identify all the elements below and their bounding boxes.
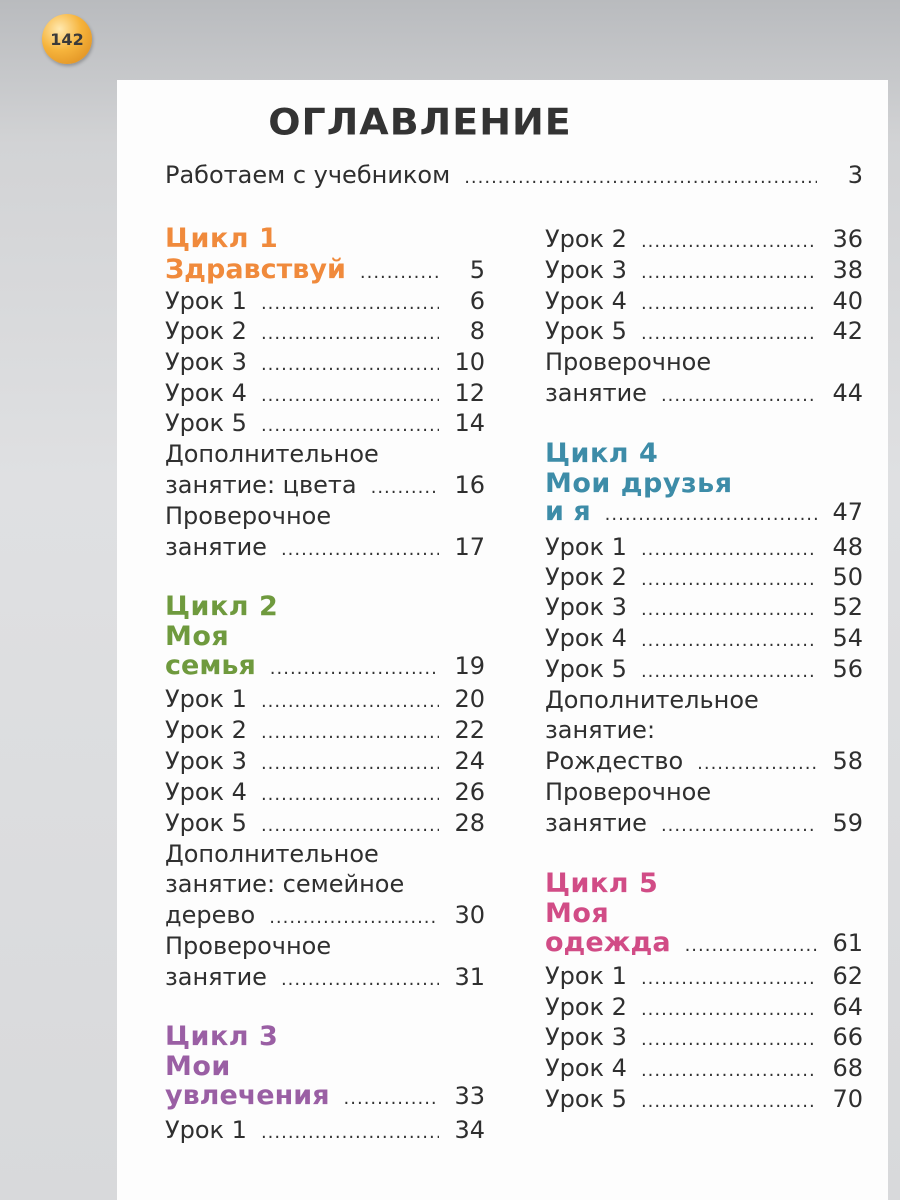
toc-page-number: 62 [832, 962, 863, 990]
dot-leader [641, 995, 817, 1025]
extra-lesson-label: Дополнительное [165, 840, 379, 868]
toc-entry-test[interactable] [545, 808, 863, 841]
extra-lesson-label: занятие: цвета [165, 471, 357, 499]
toc-page-number: 24 [454, 747, 485, 775]
toc-entry-lesson[interactable] [545, 992, 863, 1025]
lesson-label: Урок 4 [165, 379, 247, 407]
cycle-5-title: Моя [545, 898, 610, 929]
extra-lesson-label: занятие: семейное [165, 870, 405, 898]
dot-leader [697, 749, 817, 779]
cycle-5-title: одежда [545, 927, 671, 958]
extra-lesson-label: Дополнительное [545, 686, 759, 714]
toc-entry-cycle-1[interactable] [165, 255, 485, 288]
toc-entry-label: Работаем с учебником [165, 161, 451, 189]
toc-page-number: 54 [832, 624, 863, 652]
toc-page-number: 12 [454, 379, 485, 407]
test-lesson-label: занятие [545, 809, 647, 837]
page-number: 142 [50, 29, 84, 49]
lesson-label: Урок 4 [545, 624, 627, 652]
lesson-label: Урок 4 [165, 778, 247, 806]
dot-leader [261, 1118, 439, 1148]
lesson-label: Урок 5 [545, 1085, 627, 1113]
dot-leader [261, 319, 439, 349]
toc-entry-lesson[interactable] [165, 808, 485, 841]
toc-entry-test[interactable] [545, 378, 863, 411]
toc-page-number: 6 [469, 287, 485, 315]
dot-leader [641, 535, 817, 565]
toc-entry-lesson[interactable] [545, 1053, 863, 1086]
toc-page-number: 14 [454, 409, 485, 437]
toc-page-number: 10 [454, 348, 485, 376]
toc-page-number: 56 [832, 655, 863, 683]
toc-entry-lesson[interactable] [545, 316, 863, 349]
toc-entry-extra-lesson[interactable] [545, 746, 863, 779]
toc-page-number: 30 [454, 901, 485, 929]
lesson-label: Урок 2 [545, 225, 627, 253]
dot-leader [261, 718, 439, 748]
dot-leader [261, 289, 439, 319]
dot-leader [641, 258, 817, 288]
cycle-2-title: Моя [165, 621, 230, 652]
toc-page-number: 20 [454, 685, 485, 713]
lesson-label: Урок 2 [545, 993, 627, 1021]
dot-leader [685, 931, 817, 961]
lesson-label: Урок 2 [165, 716, 247, 744]
dot-leader [464, 163, 817, 193]
toc-entry-extra-lesson[interactable] [165, 900, 485, 933]
toc-entry-lesson[interactable] [545, 1084, 863, 1117]
toc-page-number: 22 [454, 716, 485, 744]
test-lesson-label: занятие [165, 963, 267, 991]
test-lesson-label: Проверочное [545, 778, 712, 806]
cycle-4-title: и я [545, 496, 591, 527]
dot-leader [344, 1084, 439, 1114]
toc-page-number: 59 [832, 809, 863, 837]
lesson-label: Урок 2 [165, 317, 247, 345]
test-lesson-label: Проверочное [165, 932, 332, 960]
toc-entry-lesson[interactable] [545, 961, 863, 994]
lesson-label: Урок 1 [165, 1116, 247, 1144]
toc-entry-test[interactable] [165, 532, 485, 565]
toc-entry-lesson[interactable] [165, 286, 485, 319]
dot-leader [641, 595, 817, 625]
lesson-label: Урок 3 [545, 256, 627, 284]
dot-leader [641, 1025, 817, 1055]
toc-entry-cycle-4[interactable] [545, 497, 863, 530]
toc-page-number: 61 [832, 929, 863, 957]
dot-leader [261, 749, 439, 779]
toc-page-number: 28 [454, 809, 485, 837]
test-lesson-label: Проверочное [545, 348, 712, 376]
dot-leader [641, 657, 817, 687]
toc-page-number: 26 [454, 778, 485, 806]
toc-page-number: 5 [469, 256, 485, 284]
cycle-4-heading: Цикл 4 [545, 438, 659, 469]
toc-page-number: 47 [832, 498, 863, 526]
dot-leader [281, 965, 439, 995]
dot-leader [261, 411, 439, 441]
cycle-1-heading: Цикл 1 [165, 223, 279, 254]
toc-page-number: 52 [832, 593, 863, 621]
toc-entry-lesson[interactable] [545, 623, 863, 656]
extra-lesson-label: занятие: [545, 716, 656, 744]
toc-entry-cycle-3[interactable] [165, 1081, 485, 1114]
lesson-label: Урок 5 [165, 409, 247, 437]
toc-page-number: 17 [454, 533, 485, 561]
toc-entry-lesson[interactable] [545, 1022, 863, 1055]
toc-page-number: 8 [469, 317, 485, 345]
lesson-label: Урок 5 [165, 809, 247, 837]
toc-page-number: 19 [454, 652, 485, 680]
toc-entry-lesson[interactable] [165, 715, 485, 748]
lesson-label: Урок 1 [545, 962, 627, 990]
cycle-3-title: увлечения [165, 1080, 330, 1111]
toc-entry-lesson[interactable] [165, 1115, 485, 1148]
cycle-2-title: семья [165, 650, 256, 681]
dot-leader [661, 381, 817, 411]
lesson-label: Урок 1 [545, 533, 627, 561]
toc-page-number: 33 [454, 1082, 485, 1110]
dot-leader [641, 626, 817, 656]
cycle-5-heading: Цикл 5 [545, 868, 659, 899]
toc-entry-cycle-2[interactable] [165, 651, 485, 684]
dot-leader [641, 565, 817, 595]
dot-leader [641, 964, 817, 994]
dot-leader [661, 811, 817, 841]
toc-entry-lesson[interactable] [545, 224, 863, 257]
cycle-3-heading: Цикл 3 [165, 1021, 279, 1052]
dot-leader [360, 258, 439, 288]
toc-entry-lesson[interactable] [165, 378, 485, 411]
dot-leader [641, 227, 817, 257]
dot-leader [261, 350, 439, 380]
toc-page-number: 38 [832, 256, 863, 284]
lesson-label: Урок 3 [165, 747, 247, 775]
dot-leader [641, 1056, 817, 1086]
cycle-3-title: Мои [165, 1051, 231, 1082]
toc-page-number: 48 [832, 533, 863, 561]
lesson-label: Урок 4 [545, 287, 627, 315]
lesson-label: Урок 2 [545, 563, 627, 591]
toc-entry-lesson[interactable] [165, 777, 485, 810]
toc-page-number: 34 [454, 1116, 485, 1144]
extra-lesson-label: дерево [165, 901, 256, 929]
test-lesson-label: занятие [165, 533, 267, 561]
lesson-label: Урок 1 [165, 685, 247, 713]
toc-entry-lesson[interactable] [545, 654, 863, 687]
lesson-label: Урок 3 [545, 593, 627, 621]
cycle-4-title: Мои друзья [545, 468, 733, 499]
dot-leader [605, 500, 817, 530]
page-title: ОГЛАВЛЕНИЕ [268, 101, 572, 143]
dot-leader [641, 319, 817, 349]
dot-leader [371, 473, 439, 503]
toc-entry-lesson[interactable] [165, 347, 485, 380]
dot-leader [261, 780, 439, 810]
toc-page-number: 16 [454, 471, 485, 499]
toc-entry-lesson[interactable] [545, 592, 863, 625]
page-number-badge [42, 14, 92, 64]
toc-page-number: 3 [847, 161, 863, 189]
toc-entry-lesson[interactable] [165, 684, 485, 717]
toc-entry-lesson[interactable] [165, 316, 485, 349]
toc-entry-test[interactable] [165, 962, 485, 995]
toc-page-number: 44 [832, 379, 863, 407]
toc-page-number: 66 [832, 1023, 863, 1051]
lesson-label: Урок 4 [545, 1054, 627, 1082]
extra-lesson-label: Рождество [545, 747, 684, 775]
toc-entry-cycle-5[interactable] [545, 928, 863, 961]
cycle-2-heading: Цикл 2 [165, 591, 279, 622]
toc-entry-extra-lesson[interactable] [165, 470, 485, 503]
toc-entry-lesson[interactable] [545, 562, 863, 595]
dot-leader [261, 811, 439, 841]
toc-page-number: 31 [454, 963, 485, 991]
toc-page-number: 36 [832, 225, 863, 253]
toc-entry-intro[interactable] [165, 160, 863, 193]
dot-leader [261, 687, 439, 717]
dot-leader [261, 381, 439, 411]
toc-page-number: 58 [832, 747, 863, 775]
toc-entry-lesson[interactable] [165, 408, 485, 441]
lesson-label: Урок 3 [165, 348, 247, 376]
lesson-label: Урок 5 [545, 655, 627, 683]
toc-entry-lesson[interactable] [545, 286, 863, 319]
extra-lesson-label: Дополнительное [165, 440, 379, 468]
dot-leader [269, 903, 439, 933]
toc-page-number: 42 [832, 317, 863, 345]
lesson-label: Урок 1 [165, 287, 247, 315]
test-lesson-label: Проверочное [165, 502, 332, 530]
dot-leader [281, 535, 439, 565]
test-lesson-label: занятие [545, 379, 647, 407]
lesson-label: Урок 5 [545, 317, 627, 345]
cycle-1-title: Здравствуй [165, 254, 346, 285]
toc-page-number: 50 [832, 563, 863, 591]
lesson-label: Урок 3 [545, 1023, 627, 1051]
toc-entry-lesson[interactable] [545, 532, 863, 565]
toc-page-number: 64 [832, 993, 863, 1021]
toc-entry-lesson[interactable] [165, 746, 485, 779]
dot-leader [641, 1087, 817, 1117]
toc-page-number: 70 [832, 1085, 863, 1113]
dot-leader [641, 289, 817, 319]
toc-page-number: 40 [832, 287, 863, 315]
toc-entry-lesson[interactable] [545, 255, 863, 288]
dot-leader [270, 654, 439, 684]
toc-page-number: 68 [832, 1054, 863, 1082]
